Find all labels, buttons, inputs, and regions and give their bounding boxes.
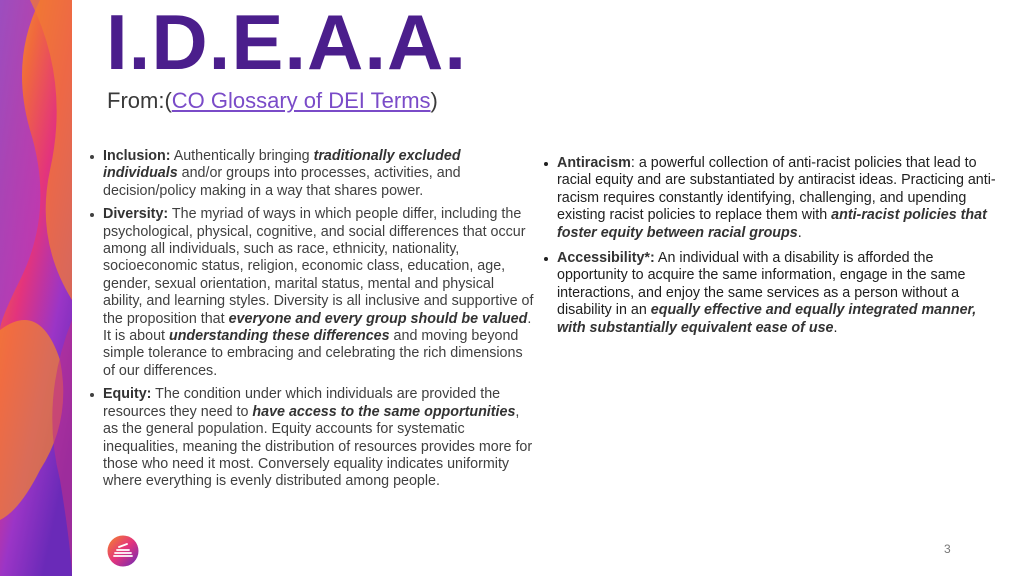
emphasis: understanding these differences [168, 328, 390, 345]
term-equity: Equity: [103, 386, 152, 403]
definition-inclusion [88, 148, 534, 200]
emphasis: anti-racist policies that foster equity between racial groups [557, 207, 987, 241]
decorative-gradient-strip [0, 0, 72, 576]
right-definitions-column [542, 155, 997, 345]
term-antiracism: Antiracism [557, 155, 631, 171]
text: An individual with a disability is afforded the opportunity to acquire the same information, engage in the same interactions, and enjoy the same services as a person without a disability in an [557, 250, 966, 319]
text: The condition under which individuals are provided the resources they need to [103, 386, 501, 420]
organization-logo-icon [107, 535, 139, 567]
subtitle-suffix: ) [430, 88, 438, 113]
emphasis: traditionally excluded individuals [103, 148, 461, 182]
text: , as the general population. Equity accounts for systematic inequalities, meaning the distribution of resources provides more for those who need it most. Conversely equality indicates uniformity where everything is evenly distributed among people. [103, 403, 533, 490]
text: and moving beyond simple tolerance to embracing and celebrating the rich dimensions of our differences. [103, 328, 523, 379]
text: . [833, 319, 838, 336]
emphasis: everyone and every group should be valued [228, 310, 528, 327]
left-definitions-column [88, 148, 534, 497]
subtitle-source [107, 88, 438, 114]
term-accessibility: Accessibility*: [557, 250, 655, 267]
slide-title: I.D.E.A.A. [106, 0, 468, 86]
page-number: 3 [944, 542, 951, 556]
definition-diversity [88, 206, 534, 380]
definition-accessibility [542, 250, 997, 337]
subtitle-prefix: From:( [107, 88, 172, 113]
text: The myriad of ways in which people differ, including the psychological, physical, cognitive, and social differences that occur among all individuals, such as race, ethnicity, nationality, socioeconomic status, religion, economic class, education, age, gender, sexual orientation, marital status, mental and physical ability, and learning styles. Diversity is all inclusive and supportive of the proposition that [103, 206, 534, 327]
emphasis: equally effective and equally integrated manner, with substantially equivalent ease of use [557, 302, 977, 336]
term-diversity: Diversity: [103, 206, 169, 223]
text: and/or groups into processes, activities, and decision/policy making in a way that shares power. [103, 165, 461, 199]
emphasis: have access to the same opportunities [252, 403, 516, 420]
text: : a powerful collection of anti-racist policies that lead to racial equity and are substantiated by antiracist ideas. Practicing anti-racism requires constantly identifying, challenging, and upending existing racist policies to replace them with [557, 155, 996, 224]
text: . It is about [103, 310, 532, 345]
text: Authentically bringing [170, 148, 314, 164]
glossary-link[interactable]: CO Glossary of DEI Terms [171, 88, 431, 113]
definition-equity [88, 386, 534, 490]
term-inclusion: Inclusion: [103, 148, 171, 164]
text: . [797, 224, 802, 241]
definition-antiracism [542, 155, 997, 242]
